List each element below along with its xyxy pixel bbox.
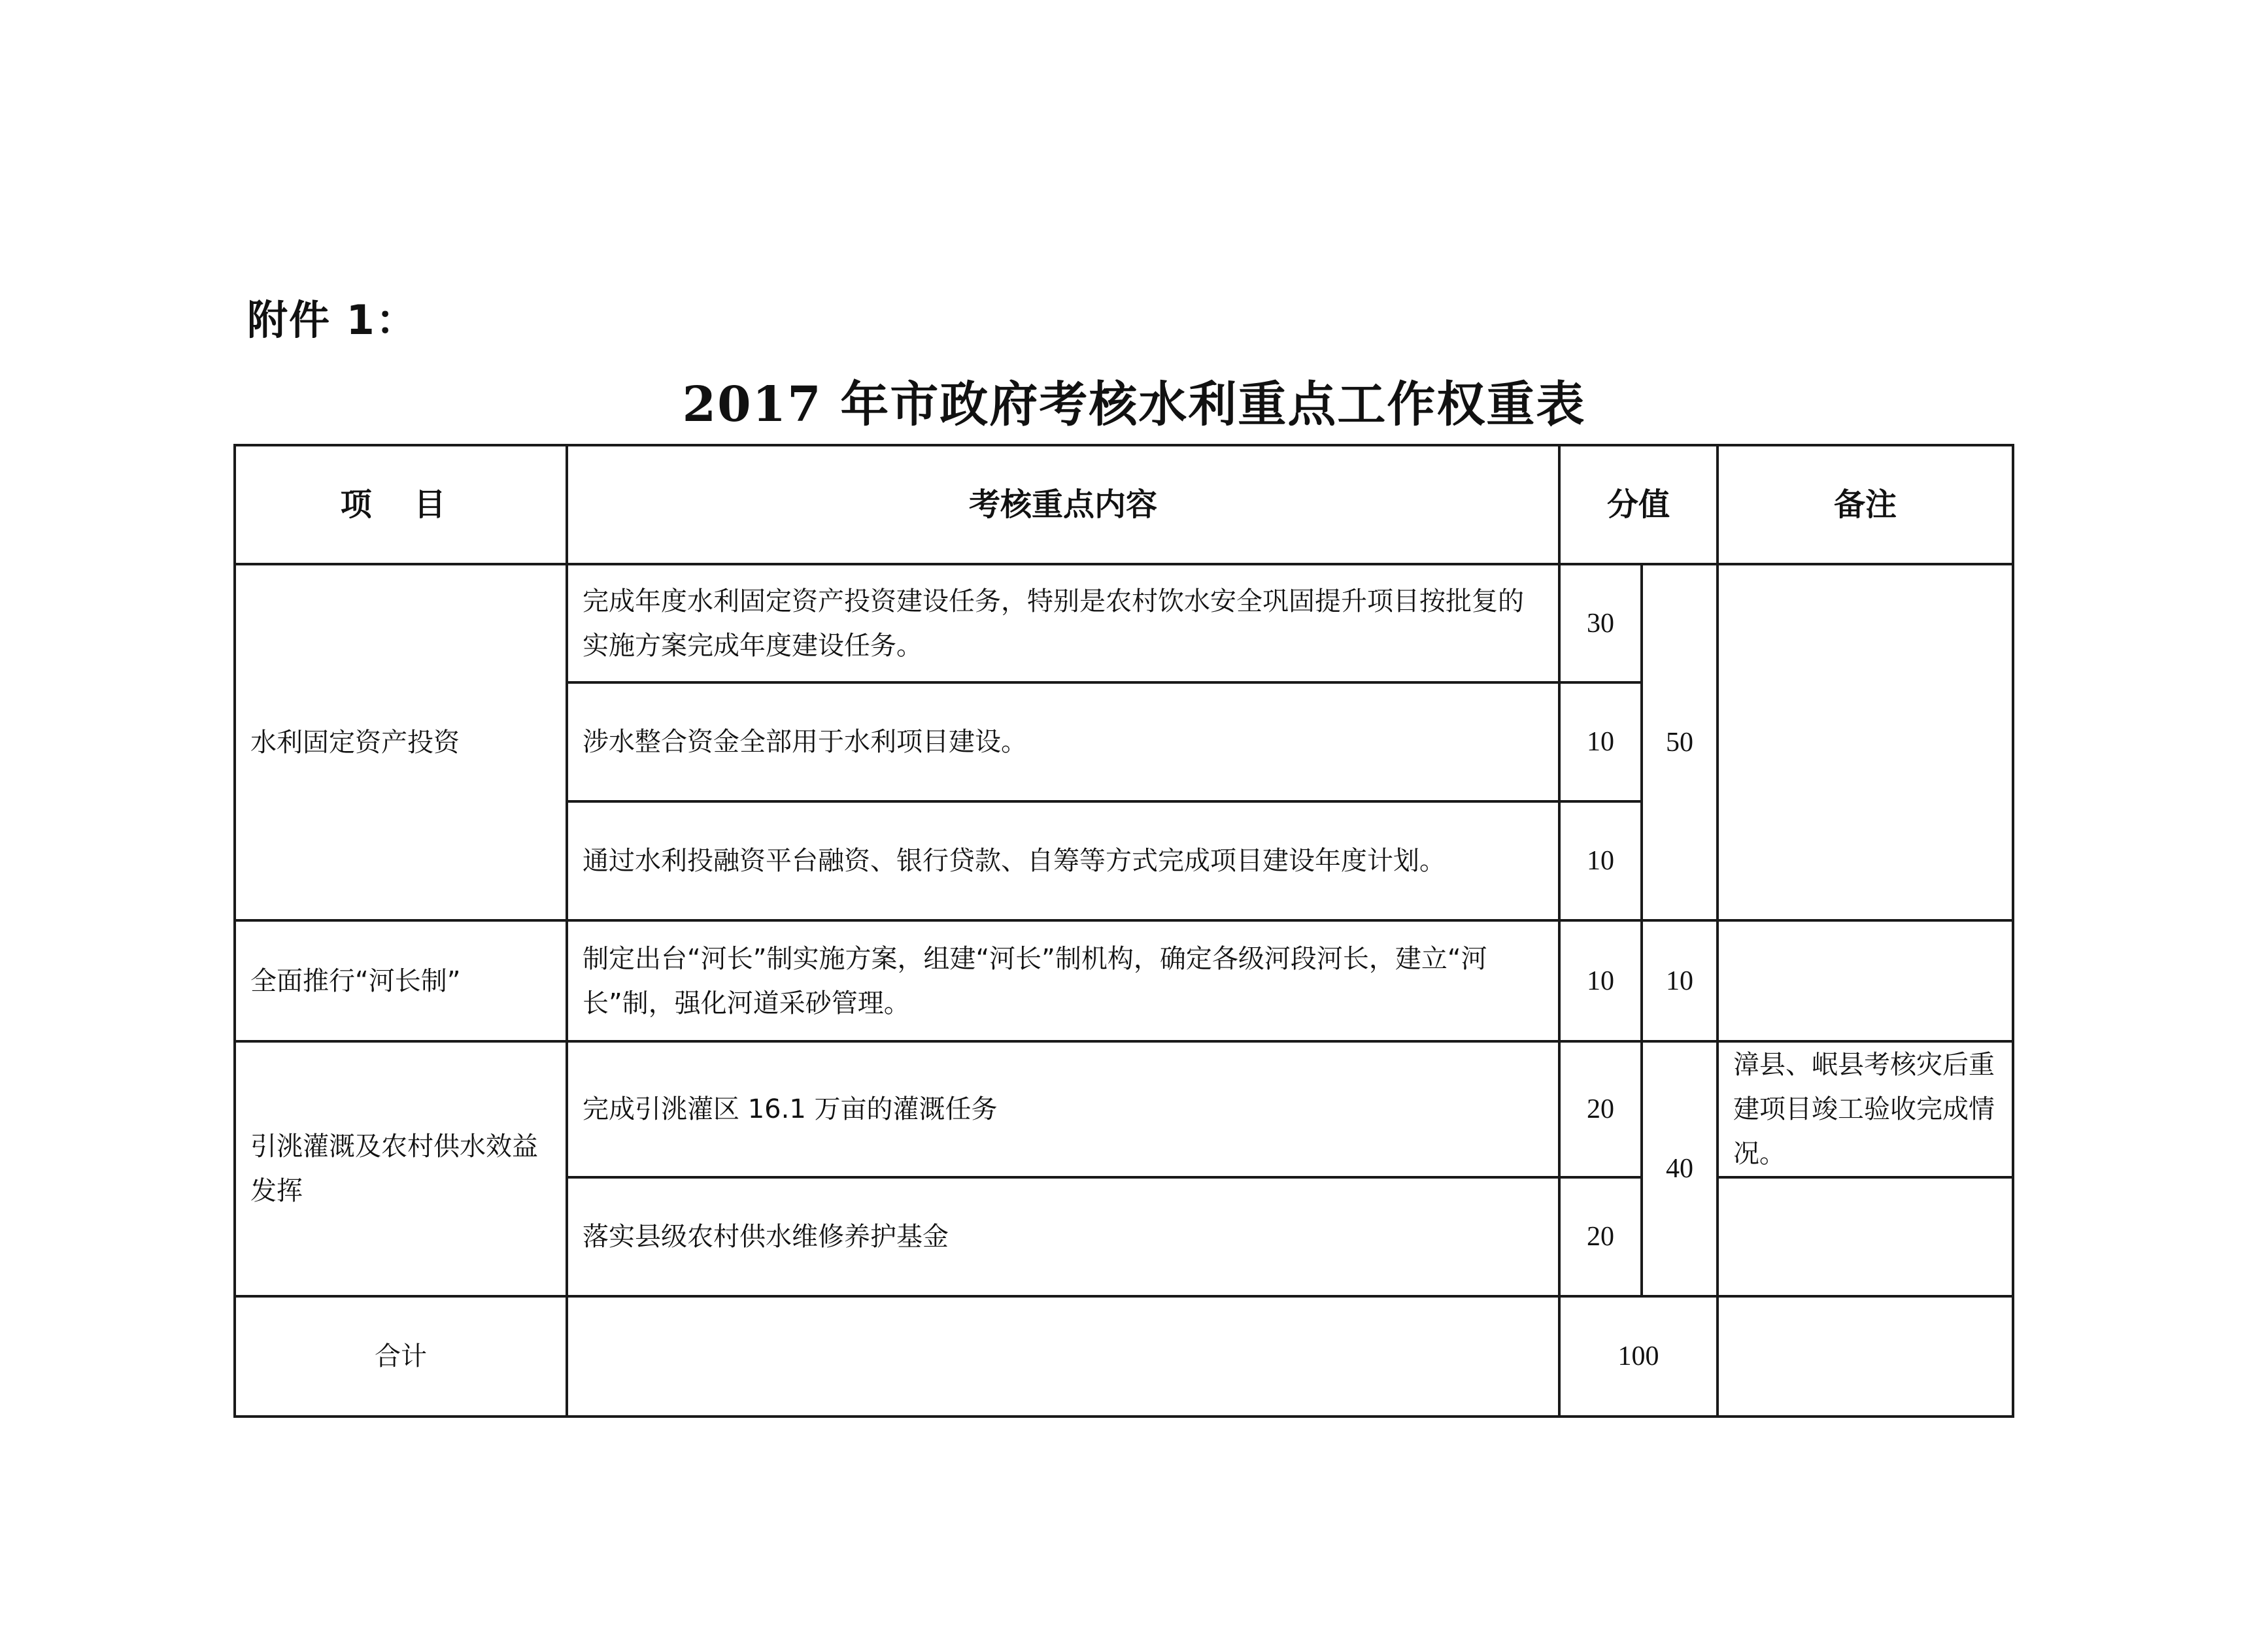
note-cell: 漳县、岷县考核灾后重建项目竣工验收完成情况。 — [1718, 1041, 2013, 1177]
table-header-row — [235, 445, 2013, 564]
document-title: 2017 年市政府考核水利重点工作权重表 — [682, 377, 1586, 433]
content-cell: 涉水整合资金全部用于水利项目建设。 — [567, 682, 1559, 801]
total-row — [235, 1296, 2013, 1417]
total-note — [1718, 1296, 2013, 1417]
weights-table — [233, 444, 2014, 1418]
content-cell: 落实县级农村供水维修养护基金 — [567, 1177, 1559, 1296]
header-note: 备注 — [1718, 445, 2013, 564]
item-cell: 水利固定资产投资 — [235, 564, 567, 920]
header-item: 项 目 — [235, 445, 567, 564]
header-content: 考核重点内容 — [567, 445, 1559, 564]
score-cell: 20 — [1559, 1041, 1642, 1177]
subtotal-cell: 40 — [1642, 1041, 1718, 1296]
note-cell — [1718, 564, 2013, 920]
table-row — [235, 920, 2013, 1041]
score-cell: 10 — [1559, 801, 1642, 920]
item-cell: 引洮灌溉及农村供水效益发挥 — [235, 1041, 567, 1296]
score-cell: 30 — [1559, 564, 1642, 682]
score-cell: 10 — [1559, 682, 1642, 801]
content-cell: 制定出台“河长”制实施方案，组建“河长”制机构，确定各级河段河长，建立“河长”制，强化河道采砂管理。 — [567, 920, 1559, 1041]
subtotal-cell: 10 — [1642, 920, 1718, 1041]
header-score: 分值 — [1559, 445, 1718, 564]
total-score: 100 — [1559, 1296, 1718, 1417]
note-cell — [1718, 1177, 2013, 1296]
content-cell: 完成年度水利固定资产投资建设任务，特别是农村饮水安全巩固提升项目按批复的实施方案完成年度建设任务。 — [567, 564, 1559, 682]
content-cell: 完成引洮灌区 16.1 万亩的灌溉任务 — [567, 1041, 1559, 1177]
total-label: 合计 — [235, 1296, 567, 1417]
table-row — [235, 1041, 2013, 1177]
subtotal-cell: 50 — [1642, 564, 1718, 920]
total-content — [567, 1296, 1559, 1417]
score-cell: 20 — [1559, 1177, 1642, 1296]
note-cell — [1718, 920, 2013, 1041]
content-cell: 通过水利投融资平台融资、银行贷款、自筹等方式完成项目建设年度计划。 — [567, 801, 1559, 920]
item-cell: 全面推行“河长制” — [235, 920, 567, 1041]
table-row — [235, 564, 2013, 682]
score-cell: 10 — [1559, 920, 1642, 1041]
attachment-label: 附件 1： — [247, 296, 418, 344]
